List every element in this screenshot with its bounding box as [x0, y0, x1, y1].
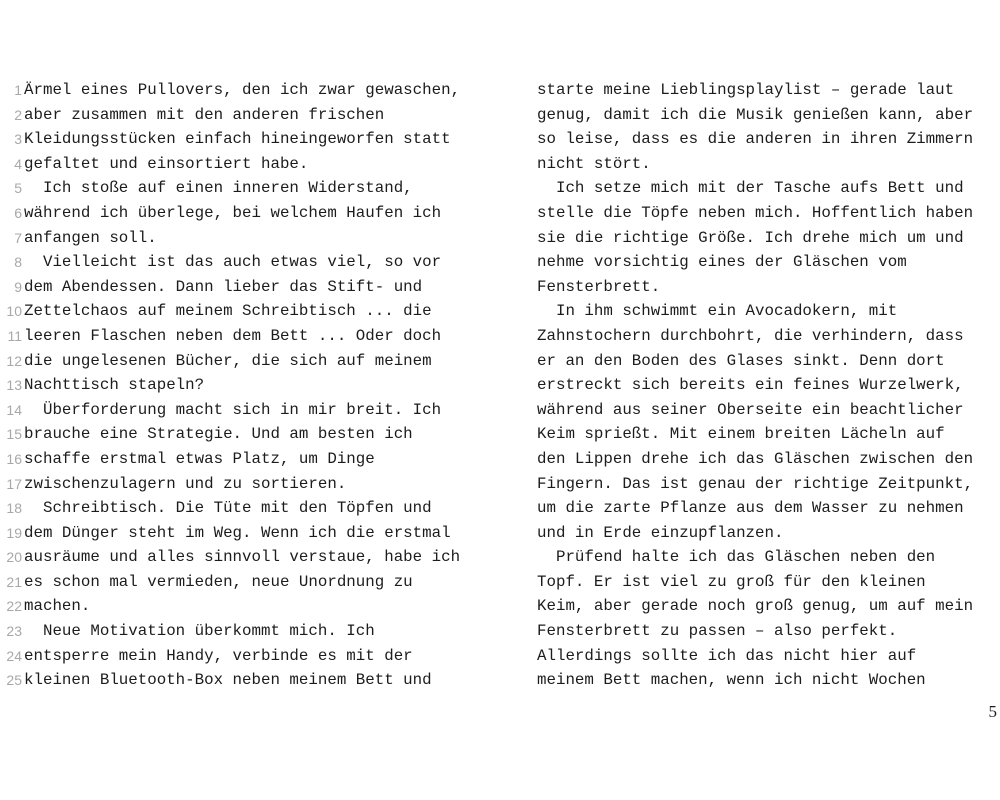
text-line: starte meine Lieblingsplaylist – gerade laut [537, 81, 955, 99]
line-text: dem Abendessen. Dann lieber das Stift- und [24, 277, 423, 296]
text-line [0, 299, 500, 324]
line-number: 2 [14, 106, 22, 123]
line-text: Überforderung macht sich in mir breit. Ich [24, 400, 442, 419]
line-text: Nachttisch stapeln? [24, 376, 205, 395]
line-text: während ich überlege, bei welchem Haufen ich [24, 203, 442, 222]
text-line: Fingern. Das ist genau der richtige Zeitpunkt, [537, 474, 974, 493]
line-text: die ungelesenen Bücher, die sich auf meinem [24, 351, 432, 370]
text-line [0, 275, 500, 300]
line-number: 11 [7, 327, 22, 344]
text-line [0, 496, 500, 521]
line-text: Vielleicht ist das auch etwas viel, so vor [24, 253, 442, 272]
left-text-column [0, 78, 500, 693]
line-number: 14 [6, 401, 22, 418]
text-line [0, 594, 500, 619]
line-text: machen. [24, 597, 91, 616]
line-text: Schreibtisch. Die Tüte mit den Töpfen und [24, 499, 432, 518]
line-number: 3 [14, 131, 22, 148]
text-line: nehme vorsichtig eines der Gläschen vom [537, 253, 907, 272]
line-text: Kleidungsstücken einfach hineingeworfen statt [24, 130, 451, 149]
text-line: Fensterbrett zu passen – also perfekt. [537, 622, 898, 641]
line-number: 17 [6, 475, 22, 492]
text-line: so leise, dass es die anderen in ihren Zimmern [537, 130, 974, 149]
text-line [0, 521, 500, 546]
line-number: 13 [6, 377, 22, 394]
line-text: dem Dünger steht im Weg. Wenn ich die erstmal [24, 523, 451, 542]
line-number: 6 [14, 204, 22, 221]
text-line [0, 127, 500, 152]
text-line: sie die richtige Größe. Ich drehe mich um und [537, 228, 964, 247]
text-line [0, 349, 500, 374]
line-number: 19 [6, 524, 22, 541]
text-line [0, 103, 500, 128]
line-number: 5 [14, 180, 22, 197]
text-line [0, 447, 500, 472]
line-text: kleinen Bluetooth-Box neben meinem Bett und [24, 671, 432, 690]
text-line [0, 545, 500, 570]
text-line: erstreckt sich bereits ein feines Wurzelwerk, [537, 376, 964, 395]
text-line: Ich setze mich mit der Tasche aufs Bett und [537, 179, 964, 198]
text-line: während aus seiner Oberseite ein beachtlicher [537, 400, 964, 419]
text-line: den Lippen drehe ich das Gläschen zwischen den [537, 449, 974, 468]
text-line: um die zarte Pflanze aus dem Wasser zu nehmen [537, 499, 964, 518]
text-line [0, 152, 500, 177]
text-line: Zahnstochern durchbohrt, die verhindern, dass [537, 326, 964, 345]
line-number: 21 [6, 573, 22, 590]
text-line [0, 201, 500, 226]
text-line: In ihm schwimmt ein Avocadokern, mit [537, 302, 898, 321]
line-number: 20 [6, 549, 22, 566]
line-number: 9 [14, 278, 22, 295]
line-number: 12 [6, 352, 22, 369]
line-text: Zettelchaos auf meinem Schreibtisch ... die [24, 302, 432, 321]
text-line: Topf. Er ist viel zu groß für den kleinen [537, 572, 926, 591]
text-line: Prüfend halte ich das Gläschen neben den [537, 548, 936, 567]
line-text: Ärmel eines Pullovers, den ich zwar gewaschen, [24, 81, 461, 99]
text-line [0, 619, 500, 644]
line-text: leeren Flaschen neben dem Bett ... Oder doch [24, 326, 442, 345]
line-text: anfangen soll. [24, 228, 157, 247]
line-text: es schon mal vermieden, neue Unordnung zu [24, 572, 413, 591]
line-text: Ich stoße auf einen inneren Widerstand, [24, 179, 413, 198]
text-line: nicht stört. [537, 154, 651, 173]
text-line: Allerdings sollte ich das nicht hier auf [537, 646, 917, 665]
line-number: 16 [6, 450, 22, 467]
text-line: er an den Boden des Glases sinkt. Denn dort [537, 351, 945, 370]
text-line [0, 422, 500, 447]
text-line [0, 668, 500, 693]
line-number: 24 [6, 647, 22, 664]
text-line [0, 176, 500, 201]
line-number: 15 [6, 426, 22, 443]
line-number: 10 [6, 303, 22, 320]
line-number: 4 [14, 155, 22, 172]
text-line: meinem Bett machen, wenn ich nicht Wochen [537, 671, 926, 690]
text-line: Keim sprießt. Mit einem breiten Lächeln auf [537, 425, 945, 444]
line-number: 25 [6, 672, 22, 689]
line-text: aber zusammen mit den anderen frischen [24, 105, 385, 124]
line-number: 23 [6, 623, 22, 640]
line-number: 1 [14, 82, 22, 98]
text-line [0, 78, 500, 103]
line-text: gefaltet und einsortiert habe. [24, 154, 309, 173]
right-text-column [537, 78, 1000, 693]
text-line [0, 373, 500, 398]
line-text: ausräume und alles sinnvoll verstaue, habe ich [24, 548, 461, 567]
line-number: 18 [6, 500, 22, 517]
text-line [0, 324, 500, 349]
text-line: und in Erde einzupflanzen. [537, 523, 784, 542]
line-number: 22 [6, 598, 22, 615]
line-text: brauche eine Strategie. Und am besten ich [24, 425, 413, 444]
line-text: entsperre mein Handy, verbinde es mit der [24, 646, 413, 665]
text-line [0, 226, 500, 251]
text-line: stelle die Töpfe neben mich. Hoffentlich haben [537, 203, 974, 222]
text-line: Fensterbrett. [537, 277, 661, 296]
line-number: 7 [14, 229, 22, 246]
text-line [0, 472, 500, 497]
text-line: Keim, aber gerade noch groß genug, um auf mein [537, 597, 974, 616]
line-number: 8 [14, 254, 22, 271]
text-line: genug, damit ich die Musik genießen kann, aber [537, 105, 974, 124]
text-line [0, 250, 500, 275]
text-line [0, 398, 500, 423]
line-text: schaffe erstmal etwas Platz, um Dinge [24, 449, 375, 468]
text-line [0, 644, 500, 669]
line-text: Neue Motivation überkommt mich. Ich [24, 622, 375, 641]
text-line [0, 570, 500, 595]
line-text: zwischenzulagern und zu sortieren. [24, 474, 347, 493]
page-number: 5 [988, 702, 997, 721]
